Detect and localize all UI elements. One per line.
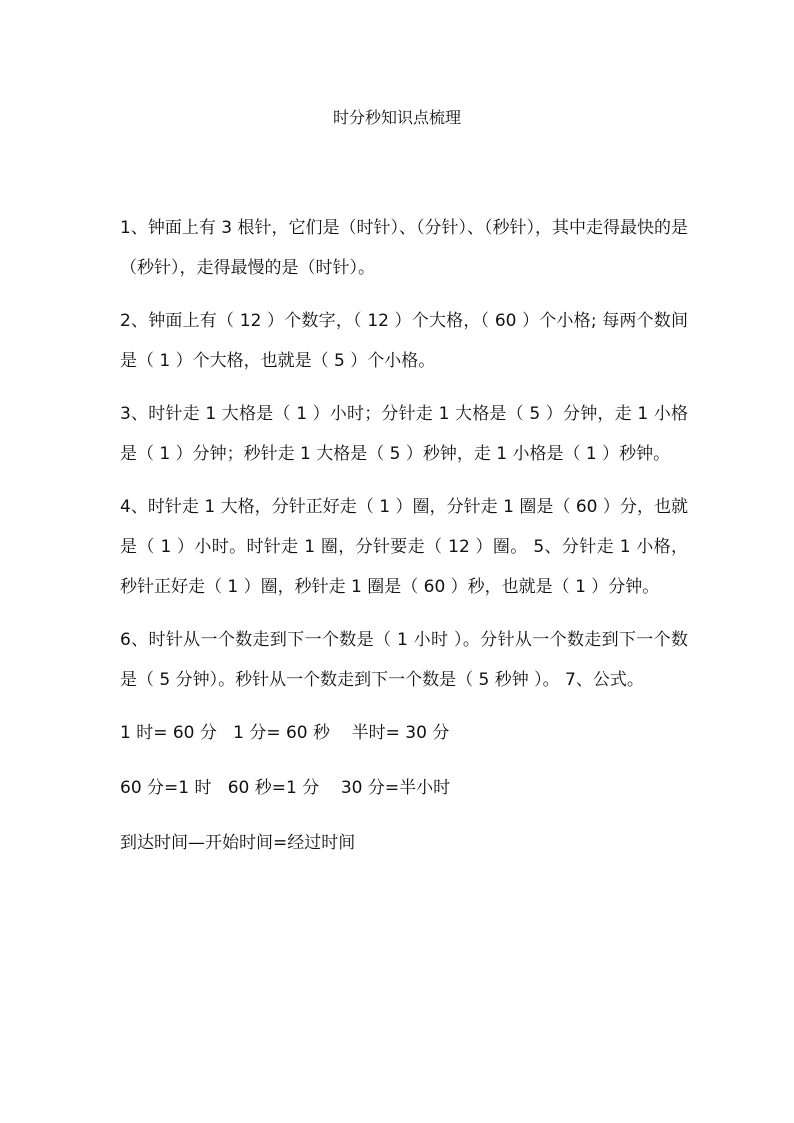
formula-line-2: 60 分=1 时 60 秒=1 分 30 分=半小时 (120, 778, 451, 798)
paragraph-3: 3、时针走 1 大格是（ 1 ）小时；分针走 1 大格是（ 5 ）分钟，走 1 小格是（ 1 ）分钟；秒针走 1 大格是（ 5 ）秒钟，走 1 小格是（ 1 ）秒钟。 (120, 404, 688, 464)
paragraph-2: 2、钟面上有（ 12 ）个数字，（ 12 ）个大格，（ 60 ）个小格; 每两个数间是（ 1 ）个大格，也就是（ 5 ）个小格。 (120, 311, 688, 371)
document-title: 时分秒知识点梳理 (332, 108, 461, 127)
document-body (120, 208, 688, 878)
formula-line-3: 到达时间—开始时间=经过时间 (120, 833, 356, 853)
formula-line-1: 1 时= 60 分 1 分= 60 秒 半时= 30 分 (120, 723, 450, 743)
paragraph-4: 4、时针走 1 大格，分针正好走（ 1 ）圈，分针走 1 圈是（ 60 ）分，也就是（ 1 ）小时。时针走 1 圈，分针要走（ 12 ）圈。 5、分针走 1 小格，秒针正好走（ 1 ）圈，秒针走 1 圈是（ 60 ）秒，也就是（ 1 ）分钟。 (120, 497, 688, 597)
paragraph-6: 6、时针从一个数走到下一个数是（ 1 小时 ）。分针从一个数走到下一个数是（ 5 分钟）。秒针从一个数走到下一个数是（ 5 秒钟 ）。 7、公式。 (120, 630, 688, 690)
paragraph-1: 1、钟面上有 3 根针，它们是（时针）、（分针）、（秒针），其中走得最快的是（秒针），走得最慢的是（时针）。 (120, 218, 688, 278)
